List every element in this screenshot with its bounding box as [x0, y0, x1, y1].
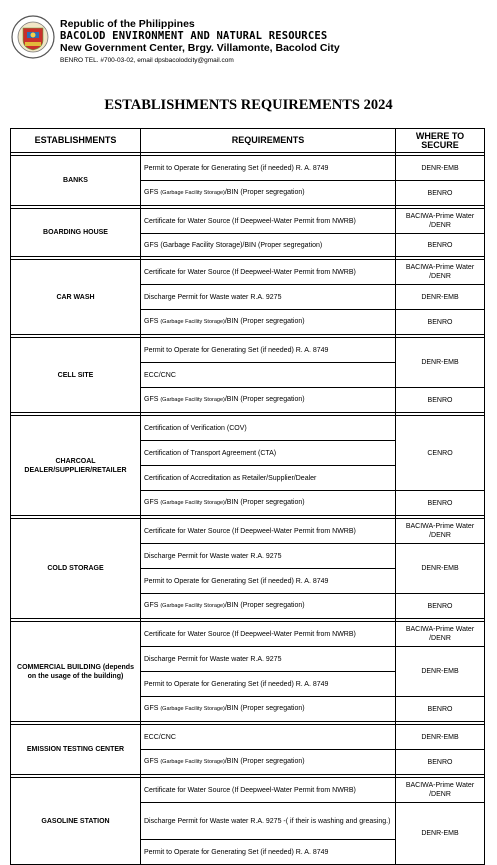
where-to-secure: BACIWA-Prime Water /DENR: [396, 519, 485, 544]
requirement: Certification of Verification (COV): [141, 416, 396, 441]
establishment-name: CAR WASH: [11, 260, 141, 335]
city-seal-icon: [10, 14, 56, 60]
requirement: GFS (Garbage Facility Storage)/BIN (Proper segregation): [141, 594, 396, 619]
table-row: [11, 778, 485, 803]
requirement: Certification of Accreditation as Retailer/Supplier/Dealer: [141, 466, 396, 491]
col-where: WHERE TO SECURE: [396, 129, 485, 153]
requirement: GFS (Garbage Facility Storage)/BIN (Proper segregation): [141, 234, 396, 257]
table-row: [11, 260, 485, 285]
where-to-secure: DENR-EMB: [396, 544, 485, 594]
col-establishments: ESTABLISHMENTS: [11, 129, 141, 153]
where-to-secure: BACIWA-Prime Water /DENR: [396, 209, 485, 234]
where-to-secure: DENR-EMB: [396, 285, 485, 310]
requirement: GFS (Garbage Facility Storage)/BIN (Proper segregation): [141, 491, 396, 516]
table-header-row: [11, 129, 485, 153]
where-to-secure: BENRO: [396, 181, 485, 206]
office-name: BACOLOD ENVIRONMENT AND NATURAL RESOURCES: [60, 30, 328, 42]
table-row: [11, 622, 485, 647]
where-to-secure: DENR-EMB: [396, 647, 485, 697]
establishment-name: BANKS: [11, 156, 141, 206]
requirement: Certificate for Water Source (If Deepweel-Water Permit from NWRB): [141, 519, 396, 544]
requirement: Discharge Permit for Waste water R.A. 9275: [141, 544, 396, 569]
where-to-secure: BENRO: [396, 750, 485, 775]
where-to-secure: BENRO: [396, 594, 485, 619]
page-title: ESTABLISHMENTS REQUIREMENTS 2024: [104, 97, 393, 113]
requirement: Permit to Operate for Generating Set (if needed) R. A. 8749: [141, 840, 396, 865]
requirement: Permit to Operate for Generating Set (if needed) R. A. 8749: [141, 569, 396, 594]
where-to-secure: BENRO: [396, 388, 485, 413]
table-row: [11, 338, 485, 363]
requirement: Permit to Operate for Generating Set (if needed) R. A. 8749: [141, 156, 396, 181]
establishment-name: EMISSION TESTING CENTER: [11, 725, 141, 775]
requirement: GFS (Garbage Facility Storage)/BIN (Proper segregation): [141, 181, 396, 206]
requirement: Certificate for Water Source (If Deepweel-Water Permit from NWRB): [141, 260, 396, 285]
where-to-secure: BENRO: [396, 310, 485, 335]
establishment-name: COLD STORAGE: [11, 519, 141, 619]
establishment-name: COMMERCIAL BUILDING (depends on the usage of the building): [11, 622, 141, 722]
table-row: [11, 209, 485, 234]
where-to-secure: BACIWA-Prime Water /DENR: [396, 622, 485, 647]
requirement: GFS (Garbage Facility Storage)/BIN (Proper segregation): [141, 697, 396, 722]
where-to-secure: BENRO: [396, 234, 485, 257]
col-requirements: REQUIREMENTS: [141, 129, 396, 153]
where-to-secure: DENR-EMB: [396, 156, 485, 181]
requirement: Certificate for Water Source (If Deepweel-Water Permit from NWRB): [141, 778, 396, 803]
requirement: Discharge Permit for Waste water R.A. 9275 -( if their is washing and greasing.): [141, 803, 396, 840]
where-to-secure: BACIWA-Prime Water /DENR: [396, 778, 485, 803]
republic-line: Republic of the Philippines: [60, 18, 195, 30]
where-to-secure: BACIWA-Prime Water /DENR: [396, 260, 485, 285]
requirement: GFS (Garbage Facility Storage)/BIN (Proper segregation): [141, 310, 396, 335]
establishment-name: GASOLINE STATION: [11, 778, 141, 865]
office-contact: BENRO TEL. #700-03-02, email dpsbacolodcity@gmail.com: [60, 57, 234, 64]
where-to-secure: BENRO: [396, 697, 485, 722]
where-to-secure: DENR-EMB: [396, 338, 485, 388]
requirements-table: [10, 128, 485, 865]
where-to-secure: DENR-EMB: [396, 803, 485, 865]
requirement: GFS (Garbage Facility Storage)/BIN (Proper segregation): [141, 750, 396, 775]
requirement: Permit to Operate for Generating Set (if needed) R. A. 8749: [141, 338, 396, 363]
establishment-name: BOARDING HOUSE: [11, 209, 141, 257]
establishment-name: CELL SITE: [11, 338, 141, 413]
table-row: [11, 725, 485, 750]
office-address: New Government Center, Brgy. Villamonte, Bacolod City: [60, 42, 340, 54]
table-row: [11, 416, 485, 441]
table-row: [11, 519, 485, 544]
establishment-name: CHARCOAL DEALER/SUPPLIER/RETAILER: [11, 416, 141, 516]
requirement: Certificate for Water Source (If Deepweel-Water Permit from NWRB): [141, 622, 396, 647]
where-to-secure: CENRO: [396, 416, 485, 491]
requirement: Permit to Operate for Generating Set (if needed) R. A. 8749: [141, 672, 396, 697]
requirement: Certification of Transport Agreement (CTA): [141, 441, 396, 466]
letterhead: [10, 10, 490, 74]
requirement: Discharge Permit for Waste water R.A. 9275: [141, 647, 396, 672]
requirement: Discharge Permit for Waste water R.A. 9275: [141, 285, 396, 310]
requirement: GFS (Garbage Facility Storage)/BIN (Proper segregation): [141, 388, 396, 413]
where-to-secure: DENR-EMB: [396, 725, 485, 750]
requirement: Certificate for Water Source (If Deepweel-Water Permit from NWRB): [141, 209, 396, 234]
requirement: ECC/CNC: [141, 725, 396, 750]
where-to-secure: BENRO: [396, 491, 485, 516]
requirement: ECC/CNC: [141, 363, 396, 388]
table-row: [11, 156, 485, 181]
